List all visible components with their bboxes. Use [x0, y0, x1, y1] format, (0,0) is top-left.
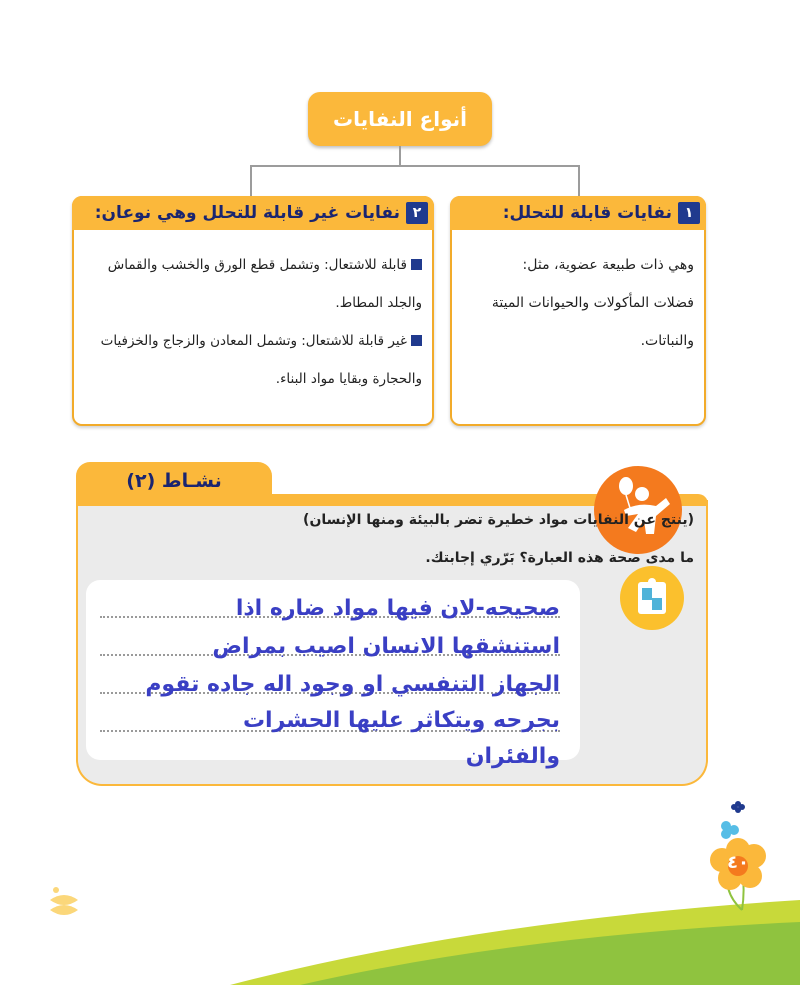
bullet-square-icon	[411, 335, 422, 346]
category-title: نفايات غير قابلة للتحلل وهي نوعان:	[94, 203, 400, 223]
connector-left	[250, 165, 252, 196]
body-line: والجلد المطاط.	[335, 295, 422, 311]
connector-horizontal	[250, 165, 580, 167]
answer-line: الجهاز التنفسي او وجود اله جاده تقوم	[145, 672, 560, 697]
category-non-biodegradable	[72, 196, 434, 426]
category-body	[84, 246, 422, 398]
connector-right	[578, 165, 580, 196]
activity-person-icon	[594, 466, 682, 554]
body-line: غير قابلة للاشتعال: وتشمل المعادن والزجاج والخزفيات	[84, 322, 422, 360]
answer-line: بجرحه ويتكاثر عليها الحشرات	[242, 708, 560, 733]
publisher-logo	[44, 884, 84, 924]
category-number: ١	[678, 202, 700, 224]
activity-question: ما مدى صحة هذه العبارة؟ بَرّري إجابتك.	[425, 550, 694, 566]
answer-line: صحيحه-لان فيها مواد ضاره اذا	[235, 596, 560, 621]
category-header	[450, 196, 706, 230]
answer-line: استنشقها الانسان اصيب بمراض	[212, 634, 560, 659]
category-biodegradable	[450, 196, 706, 426]
puzzle-icon	[620, 566, 684, 630]
body-line: قابلة للاشتعال: وتشمل قطع الورق والخشب والقماش	[84, 246, 422, 284]
category-title: نفايات قابلة للتحلل:	[502, 203, 672, 223]
connector-vertical	[399, 146, 401, 166]
bullet-square-icon	[411, 259, 422, 270]
answer-line: والفئران	[465, 744, 560, 769]
category-body	[462, 246, 694, 360]
body-line: وهي ذات طبيعة عضوية، مثل:	[522, 257, 694, 273]
activity-statement: (ينتج عن النفايات مواد خطيرة تضر بالبيئة ومنها الإنسان)	[303, 512, 694, 528]
category-header	[72, 196, 434, 230]
page-number: ٤٠	[727, 852, 749, 873]
body-line: والحجارة وبقايا مواد البناء.	[275, 371, 422, 387]
body-line: فضلات المأكولات والحيوانات الميتة	[491, 295, 694, 311]
section-title: أنواع النفايات	[308, 92, 492, 146]
activity-tab: نشـاط (٢)	[76, 462, 272, 500]
category-number: ٢	[406, 202, 428, 224]
body-line: والنباتات.	[640, 333, 694, 349]
